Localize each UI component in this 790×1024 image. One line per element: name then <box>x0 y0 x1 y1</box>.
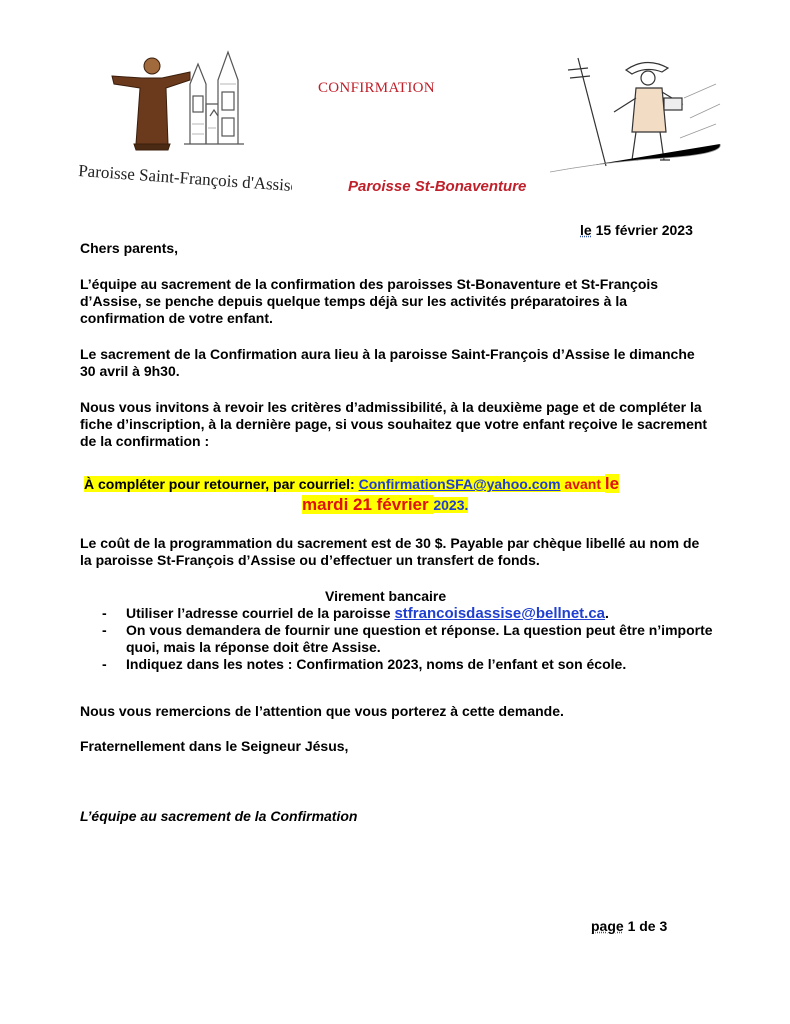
pilgrim-cross-icon <box>544 48 724 180</box>
signature: L’équipe au sacrement de la Confirmation <box>80 808 358 824</box>
deadline-date: mardi 21 février <box>302 495 434 514</box>
dash-bullet: - <box>102 656 107 672</box>
list-item: - Utiliser l’adresse courriel de la paroisse stfrancoisdassise@bellnet.ca. <box>102 605 609 622</box>
page-count: 1 de 3 <box>623 918 668 934</box>
transfer-heading: Virement bancaire <box>325 588 447 604</box>
deadline-notice <box>84 474 619 494</box>
list-item: - On vous demandera de fournir une question et réponse. La question peut être n’importe quoi, mais la réponse doit être Assise. <box>102 622 713 655</box>
paragraph-criteria: Nous vous invitons à revoir les critères d’admissibilité, à la deuxième page et de compléter la fiche d’inscription, à la dernière page, si vous souhaitez que votre enfant reçoive le sacrement de la confirmation : <box>80 399 708 449</box>
dash-bullet: - <box>102 622 107 638</box>
date-prefix: le <box>580 222 592 238</box>
salutation: Chers parents, <box>80 240 179 256</box>
paragraph-thanks: Nous vous remercions de l’attention que vous porterez à cette demande. <box>80 703 564 719</box>
transfer-instructions <box>98 605 718 673</box>
parish-subtitle: Paroisse St-Bonaventure <box>348 178 527 195</box>
parish-email-link[interactable]: stfrancoisdassise@bellnet.ca <box>394 605 606 622</box>
deadline-avant: avant <box>560 476 605 492</box>
deadline-date-line <box>302 495 468 515</box>
pilgrim-illustration <box>544 48 724 180</box>
friar-cathedral-illustration <box>72 44 292 194</box>
list-item: - Indiquez dans les notes : Confirmation 2023, noms de l’enfant et son école. <box>102 656 627 672</box>
deadline-year: 2023. <box>433 497 469 513</box>
page-number <box>591 918 667 934</box>
document-title: CONFIRMATION <box>318 80 435 96</box>
paragraph-intro: L’équipe au sacrement de la confirmation des paroisses St-Bonaventure et St-François d’Assise, se penche depuis quelque temps déjà sur les activités préparatoires à la confirmation de votre enfant. <box>80 276 659 326</box>
date-value: 15 février 2023 <box>591 222 693 238</box>
dash-bullet: - <box>102 605 107 621</box>
closing-greeting: Fraternellement dans le Seigneur Jésus, <box>80 738 349 754</box>
paragraph-cost: Le coût de la programmation du sacrement est de 30 $. Payable par chèque libellé au nom de la paroisse St-François d’Assise ou d’effectuer un transfert de fonds. <box>80 535 700 568</box>
letter-date <box>580 222 693 238</box>
logo-parish-name: Paroisse Saint-François d'Assise <box>77 161 292 194</box>
page-word: page <box>591 918 624 934</box>
parish-logo <box>72 44 292 194</box>
deadline-lead: À compléter pour retourner, par courriel: <box>84 476 359 492</box>
deadline-email-link[interactable]: ConfirmationSFA@yahoo.com <box>358 476 561 492</box>
deadline-le: le <box>604 474 620 493</box>
paragraph-date-info: Le sacrement de la Confirmation aura lieu à la paroisse Saint-François d’Assise le dimanche 30 avril à 9h30. <box>80 346 695 379</box>
